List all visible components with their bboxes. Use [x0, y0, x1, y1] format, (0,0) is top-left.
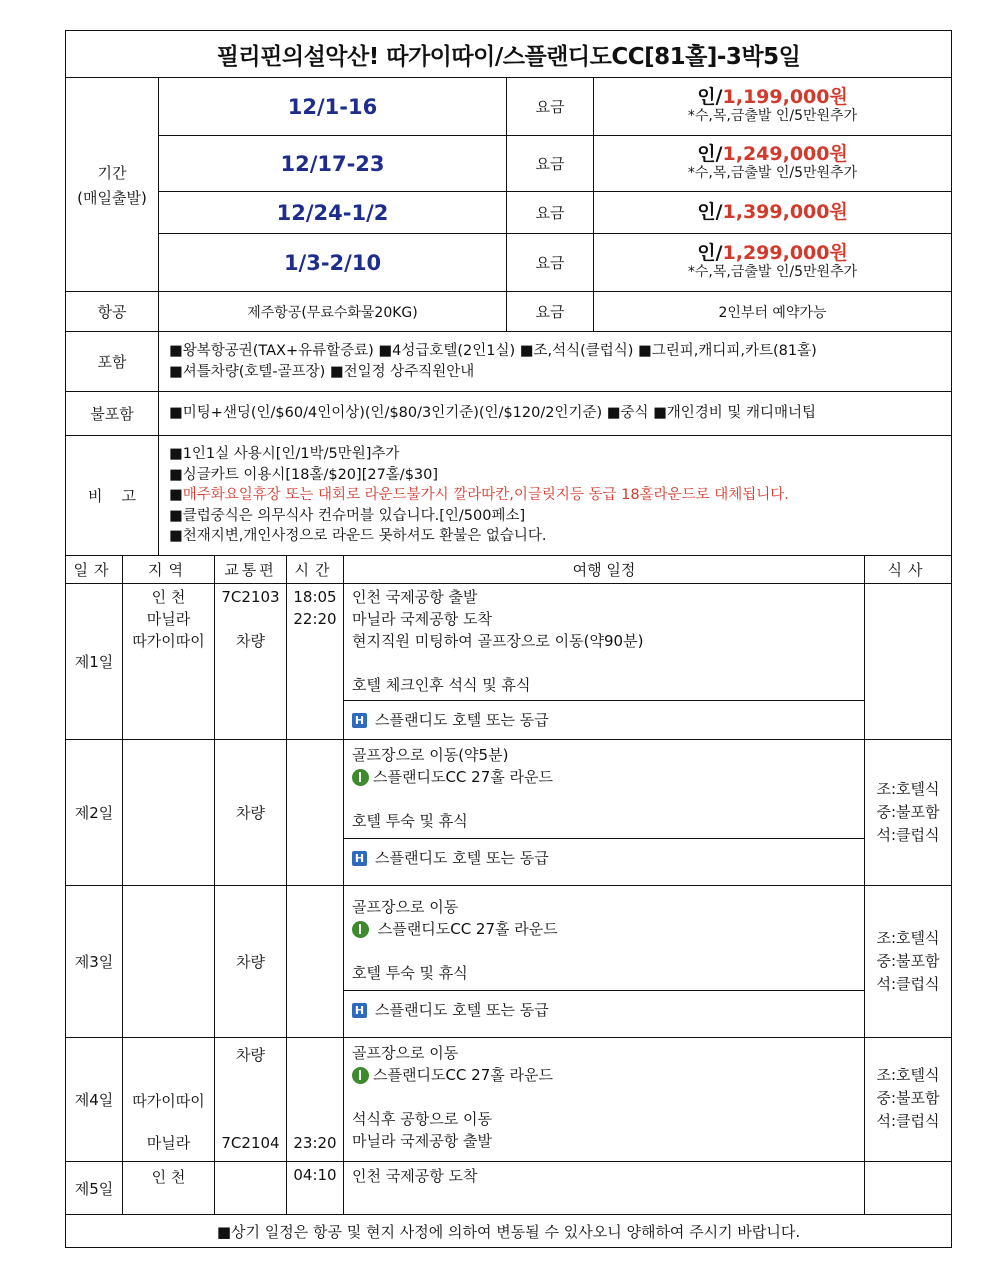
hotel-line: H 스플랜디도 호텔 또는 동급: [344, 700, 864, 739]
price-amount: 1,199,000원: [722, 85, 848, 108]
fee-label: 요금: [507, 136, 594, 192]
period-label-cell: [66, 78, 159, 292]
price-cell: [594, 192, 952, 234]
remark-line: ■1인1실 사용시[인/1박/5만원]추가: [169, 446, 400, 463]
vehicle: 차량: [236, 1046, 265, 1064]
included-items: [159, 332, 952, 392]
schedule-cell: [344, 1038, 865, 1162]
hotel-line: H 스플랜디도 호텔 또는 동급: [344, 838, 864, 877]
excluded-label: 불포함: [66, 392, 159, 436]
remark-line: ■매주화요일휴장 또는 대회로 라운드불가시 깔라따칸,이글릿지등 동급 18홀라운드로 대체됩니다.: [169, 487, 789, 504]
price-amount: 1,249,000원: [722, 142, 848, 165]
meal-breakfast: 조:호텔식: [876, 929, 940, 947]
excluded-items: ■미팅+샌딩(인/$60/4인이상)(인/$80/3인기준)(인/$120/2인기준) ■중식 ■개인경비 및 캐디매너팁: [159, 392, 952, 436]
fee-label: 요금: [507, 78, 594, 136]
schedule-line: 석식후 공항으로 이동: [352, 1110, 492, 1128]
price-per: 인/: [697, 201, 723, 223]
region: 따가이따이: [132, 632, 205, 650]
golf-icon: [352, 1067, 369, 1084]
schedule-line: 마닐라 국제공항 도착: [352, 610, 492, 628]
price-per: 인/: [697, 142, 723, 165]
airline-value: 제주항공(무료수화물20KG): [159, 292, 507, 332]
transport-cell: [215, 1162, 287, 1215]
price-note: *수,목,금출발 인/5만원추가: [687, 263, 858, 280]
schedule-line: 골프장으로 이동: [352, 1044, 459, 1062]
tour-sheet: [65, 30, 951, 1248]
meal-lunch: 중:불포함: [876, 952, 940, 970]
time-cell: [287, 584, 344, 740]
meal-breakfast: 조:호텔식: [876, 780, 940, 798]
meal-dinner: 석:클럽식: [876, 826, 940, 844]
meal-cell: [865, 1162, 952, 1215]
itinerary-table: [65, 555, 952, 1248]
schedule-line: 호텔 투숙 및 휴식: [352, 812, 468, 830]
schedule-cell: [344, 886, 865, 1038]
schedule-line: 인천 국제공항 도착: [352, 1167, 478, 1185]
price-cell: [594, 136, 952, 192]
remark-line: ■천재지변,개인사정으로 라운드 못하셔도 환불은 없습니다.: [169, 528, 547, 545]
remarks-list: [159, 436, 952, 556]
region: 마닐라: [146, 1134, 191, 1152]
region-cell: [123, 886, 215, 1038]
region: 마닐라: [146, 610, 191, 628]
meal-cell: [865, 584, 952, 740]
schedule-cell: [344, 1162, 865, 1215]
golf-icon: [352, 769, 369, 786]
schedule-line: 골프장으로 이동(약5분): [352, 746, 509, 764]
price-amount: 1,399,000원: [722, 201, 848, 223]
remark-line: ■싱글카트 이용시[18홀/$20][27홀/$30]: [169, 466, 439, 483]
region: 따가이따이: [132, 1092, 205, 1110]
airline-fee-label: 요금: [507, 292, 594, 332]
itinerary-row: [66, 1038, 952, 1162]
hotel-icon: H: [352, 851, 367, 866]
price-cell: [594, 78, 952, 136]
included-line: ■왕복항공권(TAX+유류할증료) ■4성급호텔(2인1실) ■조,석식(클럽식) ■그린피,캐디피,카트(81홀): [169, 342, 817, 359]
golf-line: 스플랜디도CC 27홀 라운드: [344, 766, 864, 788]
time: 22:20: [293, 610, 337, 628]
region-cell: 인 천: [123, 1162, 215, 1215]
golf-line: 스플랜디도CC 27홀 라운드: [344, 1064, 864, 1086]
fee-label: 요금: [507, 192, 594, 234]
transport-cell: [215, 1038, 287, 1162]
col-schedule: 여행 일정: [344, 556, 865, 584]
vehicle: 차량: [236, 632, 265, 650]
col-region: 지역: [123, 556, 215, 584]
remark-line: ■클럽중식은 의무식사 컨슈머블 있습니다.[인/500페소]: [169, 507, 526, 524]
region-cell: [123, 1038, 215, 1162]
footer-notice: ■상기 일정은 항공 및 현지 사정에 의하여 변동될 수 있사오니 양해하여 주시기 바랍니다.: [66, 1215, 952, 1248]
transport-cell: 차량: [215, 740, 287, 886]
hotel-icon: H: [352, 1003, 367, 1018]
meal-cell: [865, 740, 952, 886]
schedule-cell: [344, 584, 865, 740]
schedule-line: 호텔 투숙 및 휴식: [352, 964, 468, 982]
transport-cell: 차량: [215, 886, 287, 1038]
golf-icon: [352, 921, 369, 938]
hotel-line: H 스플랜디도 호텔 또는 동급: [344, 990, 864, 1029]
col-transport: 교통편: [215, 556, 287, 584]
remarks-label: 비 고: [66, 436, 159, 556]
meal-breakfast: 조:호텔식: [876, 1066, 940, 1084]
period-dates: 1/3-2/10: [159, 234, 507, 292]
schedule-line: 현지직원 미팅하여 골프장으로 이동(약90분): [352, 632, 644, 650]
day-label: 제4일: [66, 1038, 123, 1162]
col-day: 일자: [66, 556, 123, 584]
period-sublabel: (매일출발): [77, 188, 147, 207]
page-title: 필리핀의설악산! 따가이따이/스플랜디도CC[81홀]-3박5일: [66, 31, 952, 78]
period-dates: 12/24-1/2: [159, 192, 507, 234]
schedule-line: 인천 국제공항 출발: [352, 588, 478, 606]
time-cell: [287, 740, 344, 886]
time: 18:05: [293, 588, 337, 606]
period-dates: 12/17-23: [159, 136, 507, 192]
price-cell: [594, 234, 952, 292]
period-dates: 12/1-16: [159, 78, 507, 136]
meal-cell: [865, 1038, 952, 1162]
price-amount: 1,299,000원: [722, 241, 848, 264]
price-per: 인/: [697, 241, 723, 264]
tour-summary-table: [65, 30, 952, 556]
region-cell: [123, 740, 215, 886]
golf-line: 스플랜디도CC 27홀 라운드: [344, 918, 864, 940]
col-time: 시간: [287, 556, 344, 584]
col-meal: 식사: [865, 556, 952, 584]
fee-label: 요금: [507, 234, 594, 292]
schedule-line: 마닐라 국제공항 출발: [352, 1132, 492, 1150]
region: 인 천: [151, 588, 186, 606]
included-line: ■셔틀차량(호텔-골프장) ■전일정 상주직원안내: [169, 363, 475, 380]
hotel-icon: H: [352, 713, 367, 728]
transport-cell: [215, 584, 287, 740]
meal-lunch: 중:불포함: [876, 803, 940, 821]
flight-number: 7C2103: [221, 588, 280, 606]
schedule-cell: [344, 740, 865, 886]
remark-warning: 매주화요일휴장 또는 대회로 라운드불가시 깔라따칸,이글릿지등 동급 18홀라운드로 대체됩니다.: [182, 487, 789, 504]
itinerary-row: [66, 1162, 952, 1215]
schedule-line: 호텔 체크인후 석식 및 휴식: [352, 676, 531, 694]
time-cell: [287, 886, 344, 1038]
time-cell: [287, 1038, 344, 1162]
schedule-line: 골프장으로 이동: [352, 898, 459, 916]
itinerary-row: [66, 886, 952, 1038]
day-label: 제3일: [66, 886, 123, 1038]
price-note: *수,목,금출발 인/5만원추가: [687, 164, 858, 181]
period-label: 기간: [97, 163, 127, 182]
airline-fee-value: 2인부터 예약가능: [594, 292, 952, 332]
region-cell: [123, 584, 215, 740]
price-note: *수,목,금출발 인/5만원추가: [687, 107, 858, 124]
meal-lunch: 중:불포함: [876, 1089, 940, 1107]
time: 23:20: [293, 1134, 337, 1152]
day-label: 제2일: [66, 740, 123, 886]
day-label: 제1일: [66, 584, 123, 740]
day-label: 제5일: [66, 1162, 123, 1215]
meal-dinner: 석:클럽식: [876, 975, 940, 993]
meal-cell: [865, 886, 952, 1038]
itinerary-row: [66, 740, 952, 886]
meal-dinner: 석:클럽식: [876, 1112, 940, 1130]
price-per: 인/: [697, 85, 723, 108]
included-label: 포함: [66, 332, 159, 392]
flight-number: 7C2104: [221, 1134, 280, 1152]
itinerary-row: [66, 584, 952, 740]
time-cell: 04:10: [287, 1162, 344, 1215]
airline-label: 항공: [66, 292, 159, 332]
